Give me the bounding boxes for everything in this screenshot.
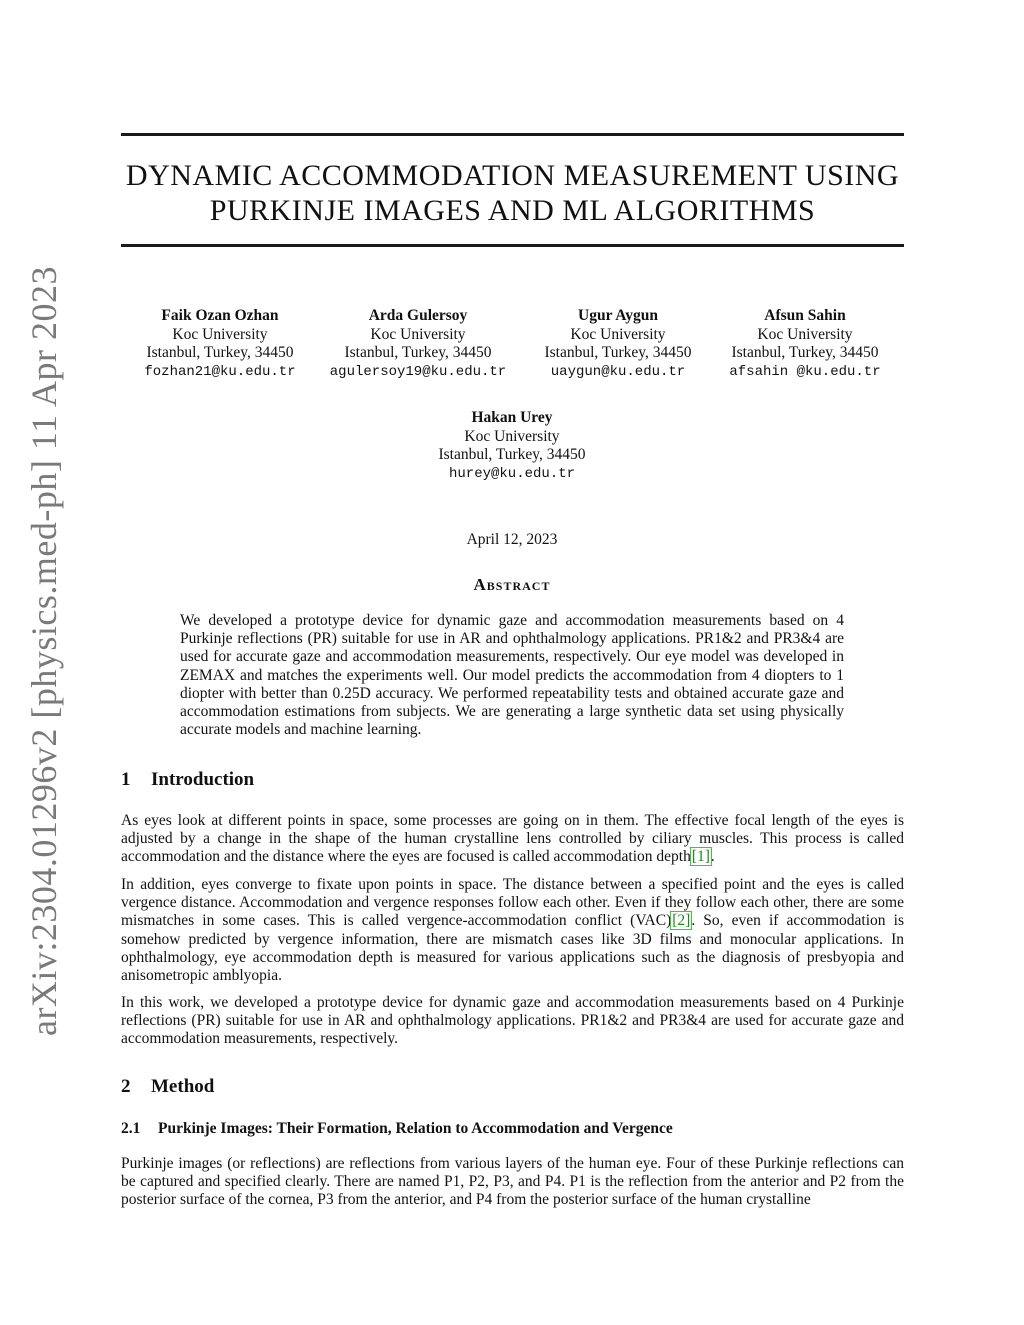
author-email[interactable]: fozhan21@ku.edu.tr — [144, 363, 296, 380]
author-location: Istanbul, Turkey, 34450 — [344, 344, 492, 361]
paragraph-text: As eyes look at different points in space, some processes are going on in them. The effective focal length of the eyes is adjusted by a change in the shape of the human crystalline lens controlled by ciliary muscles. This process is called accommodation and the distance where the eyes are focused is called accommodation depth — [121, 812, 904, 866]
author-affiliation: Koc University — [464, 427, 560, 445]
title-line-2: PURKINJE IMAGES AND ML ALGORITHMS — [209, 194, 816, 227]
arxiv-identifier-stamp: arXiv:2304.01296v2 [physics.med-ph] 11 Apr 2023 — [24, 265, 64, 1037]
author-card — [318, 307, 518, 381]
author-email[interactable]: agulersoy19@ku.edu.tr — [329, 363, 507, 380]
method-paragraph-1: Purkinje images (or reflections) are reflections from various layers of the human eye. Four of these Purkinje reflections can be captured and specified clearly. There are named P1, P2, P3, and P4. P1 is the reflection from the anterior and P2 from the posterior surface of the cornea, P3 from the anterior, and P4 from the posterior surface of the human crystalline — [121, 1155, 904, 1209]
author-affiliation: Koc University — [370, 325, 466, 343]
section-title: Introduction — [151, 769, 255, 790]
author-name: Faik Ozan Ozhan — [161, 307, 279, 324]
intro-paragraph-2 — [121, 876, 904, 985]
author-name: Ugur Aygun — [578, 307, 658, 324]
author-location: Istanbul, Turkey, 34450 — [544, 344, 692, 361]
author-affiliation: Koc University — [757, 325, 853, 343]
paragraph-text: . So, even if accommodation is somehow predicted by vergence information, there are mismatch cases like 3D films and monocular applications. In ophthalmology, eye accommodation depth is measured for various applications such as the diagnosis of presbyopia and anisometropic amblyopia. — [121, 912, 904, 985]
author-email[interactable]: hurey@ku.edu.tr — [448, 465, 576, 482]
author-email[interactable]: uaygun@ku.edu.tr — [550, 363, 686, 380]
title-rule-top — [121, 133, 904, 136]
author-card — [705, 307, 905, 381]
citation-link[interactable]: [2] — [672, 912, 691, 930]
section-heading-method — [121, 1076, 214, 1098]
subsection-heading-purkinje — [121, 1120, 673, 1138]
author-location: Istanbul, Turkey, 34450 — [731, 344, 879, 361]
title-rule-bottom — [121, 244, 904, 247]
subsection-title: Purkinje Images: Their Formation, Relation to Accommodation and Vergence — [158, 1120, 673, 1137]
subsection-number: 2.1 — [121, 1120, 141, 1137]
title-line-1: DYNAMIC ACCOMMODATION MEASUREMENT USING — [125, 159, 900, 192]
author-card — [120, 307, 320, 381]
author-name: Afsun Sahin — [764, 307, 846, 324]
author-email[interactable]: afsahin @ku.edu.tr — [729, 363, 881, 380]
paragraph-text: In addition, eyes converge to fixate upon points in space. The distance between a specified point and the eyes is called vergence distance. Accommodation and vergence responses follow each other. Even if they follow each other, there are some mismatches in some cases. This is called vergence-accommodation conflict (VAC) — [121, 876, 904, 930]
author-location: Istanbul, Turkey, 34450 — [146, 344, 294, 361]
section-heading-introduction — [121, 769, 254, 791]
citation-link[interactable]: [1] — [691, 848, 710, 866]
author-affiliation: Koc University — [172, 325, 268, 343]
intro-paragraph-3: In this work, we developed a prototype device for dynamic gaze and accommodation measurements based on 4 Purkinje reflections (PR) suitable for use in AR and ophthalmology applications. PR1&2 and PR3&4 are used for accurate gaze and accommodation measurements, respectively. — [121, 994, 904, 1048]
abstract-heading: Abstract — [473, 575, 551, 594]
author-name: Arda Gulersoy — [368, 307, 468, 324]
author-affiliation: Koc University — [570, 325, 666, 343]
abstract-text: We developed a prototype device for dynamic gaze and accommodation measurements based on 4 Purkinje reflections (PR) suitable for use in AR and ophthalmology applications. PR1&2 and PR3&4 are used for accurate gaze and accommodation measurements, respectively. Our eye model was developed in ZEMAX and matches the experiments well. Our model predicts the accommodation from 4 diopters to 1 diopter with better than 0.25D accuracy. We performed repeatability tests and obtained accurate gaze and accommodation estimations from subjects. We are generating a large synthetic data set using physically accurate models and machine learning. — [180, 612, 844, 739]
publication-date: April 12, 2023 — [466, 531, 558, 548]
author-name: Hakan Urey — [471, 409, 553, 426]
paragraph-text: . — [710, 848, 715, 866]
intro-paragraph-1 — [121, 812, 904, 867]
author-card — [518, 307, 718, 381]
section-number: 1 — [121, 769, 131, 790]
author-location: Istanbul, Turkey, 34450 — [438, 446, 586, 463]
paper-title — [121, 158, 904, 228]
section-number: 2 — [121, 1076, 131, 1097]
author-card — [412, 409, 612, 483]
section-title: Method — [151, 1076, 215, 1097]
